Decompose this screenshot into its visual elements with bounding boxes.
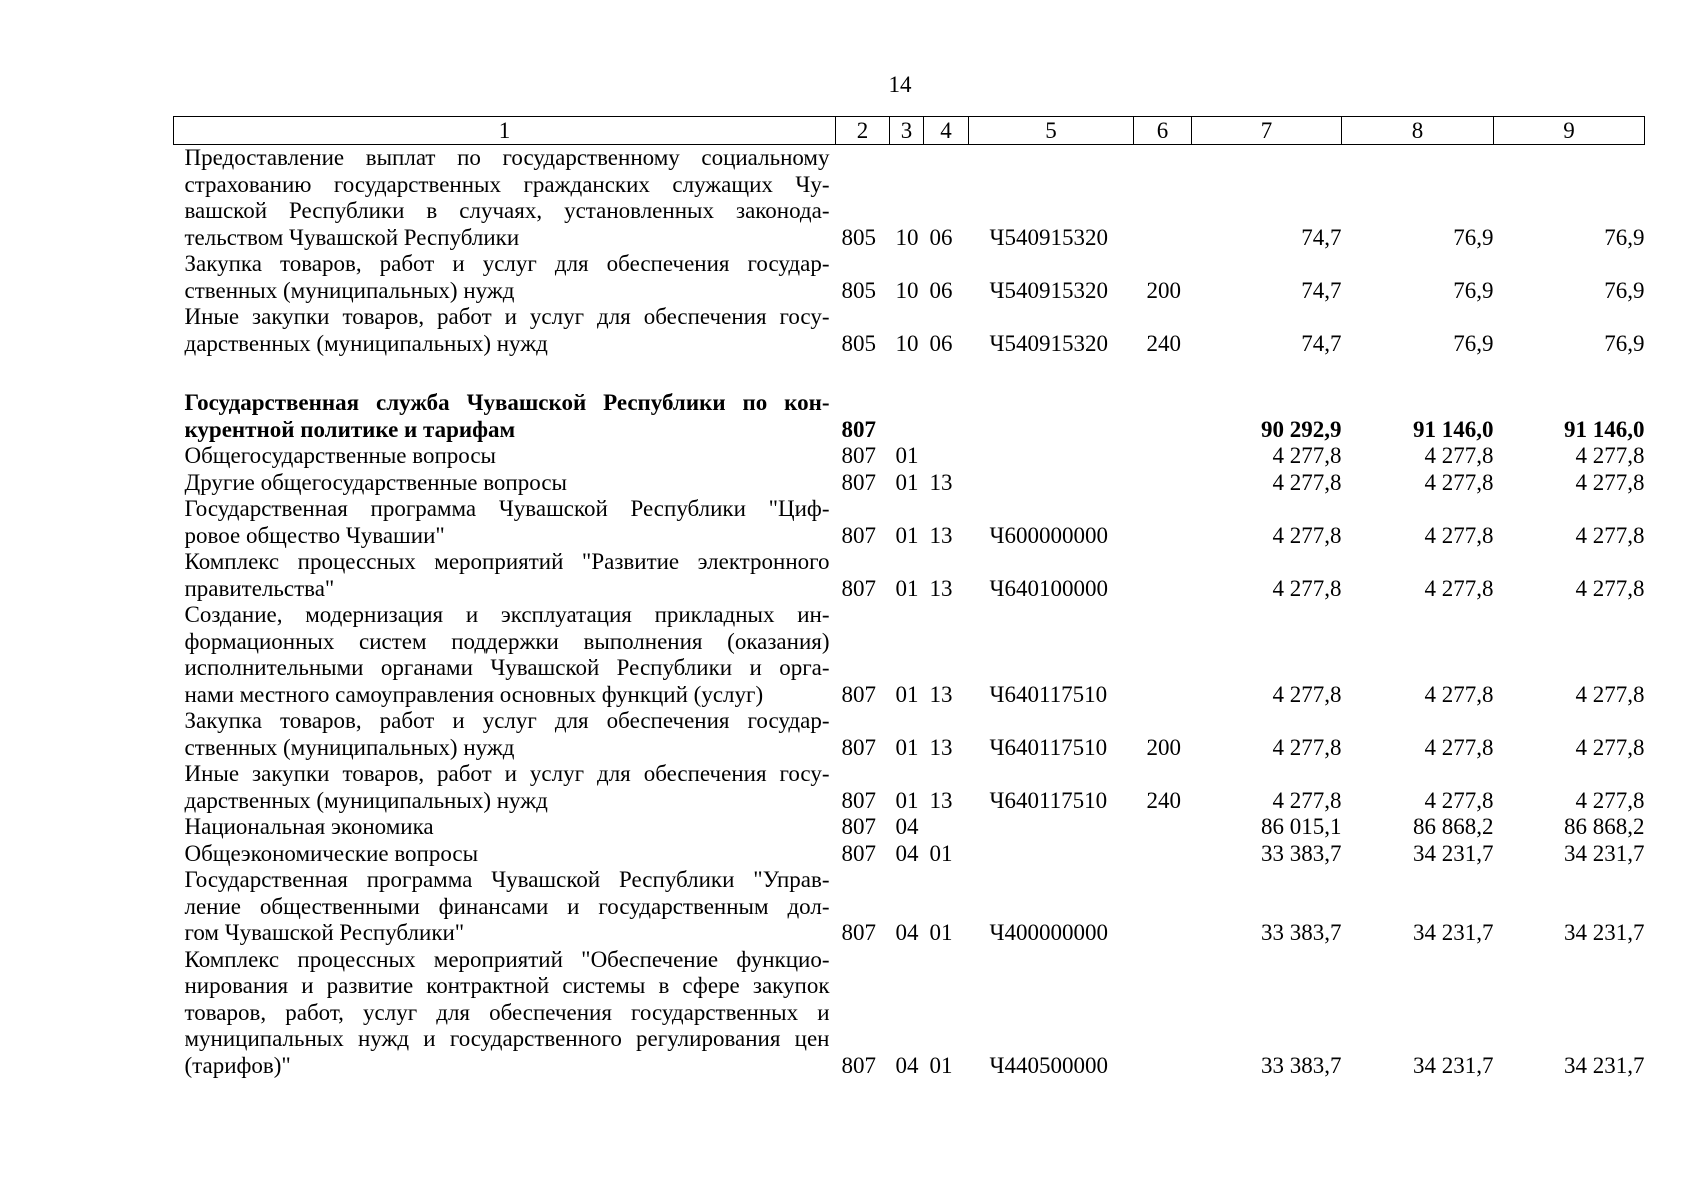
header-col-4: 4 xyxy=(924,117,969,145)
amount-col-8: 34 231,7 xyxy=(1413,840,1494,866)
description-line: правительства" xyxy=(184,575,335,601)
table-row xyxy=(174,390,1645,443)
table-row xyxy=(174,602,1645,708)
amount-col-7: 74,7 xyxy=(1301,277,1342,303)
amount-col-7: 4 277,8 xyxy=(1272,734,1342,760)
section-code: 01 xyxy=(895,575,919,601)
description-line: Государственная программа Чувашской Республики "Циф- xyxy=(184,496,830,521)
amount-col-9: 4 277,8 xyxy=(1575,734,1645,760)
description-line: Общеэкономические вопросы xyxy=(184,840,479,866)
amount-col-7: 86 015,1 xyxy=(1261,814,1342,839)
table-row xyxy=(174,867,1645,947)
description-line: ственных (муниципальных) нужд xyxy=(184,734,515,760)
target-article-code: Ч640117510 xyxy=(989,681,1108,707)
ministry-code: 807 xyxy=(841,1052,876,1078)
header-col-9: 9 xyxy=(1494,117,1645,145)
expense-type-code xyxy=(1134,390,1192,443)
description-line: Государственная служба Чувашской Республики по кон- xyxy=(184,390,830,415)
ministry-code: 807 xyxy=(841,575,876,601)
subsection-code: 13 xyxy=(929,575,953,601)
target-article-code: Ч640117510 xyxy=(989,734,1108,760)
amount-col-7: 74,7 xyxy=(1301,330,1342,356)
header-col-3: 3 xyxy=(890,117,924,145)
header-col-2: 2 xyxy=(836,117,890,145)
expense-type-code: 240 xyxy=(1146,330,1181,356)
target-article-code: Ч440500000 xyxy=(989,1052,1108,1078)
ministry-code: 807 xyxy=(841,416,876,442)
target-article-code xyxy=(969,814,1134,841)
header-col-8: 8 xyxy=(1342,117,1494,145)
expense-type-code: 240 xyxy=(1146,787,1181,813)
description-line: Общегосударственные вопросы xyxy=(184,443,496,468)
amount-col-7: 33 383,7 xyxy=(1261,920,1342,945)
expense-type-code xyxy=(1134,947,1192,1080)
expense-type-code xyxy=(1134,602,1192,708)
target-article-code: Ч600000000 xyxy=(989,522,1108,548)
target-article-code xyxy=(969,470,1134,497)
description-line: Создание, модернизация и эксплуатация прикладных ин- xyxy=(184,602,830,627)
description-line: ровое общество Чувашии" xyxy=(184,522,445,548)
ministry-code: 807 xyxy=(841,469,876,495)
amount-col-9: 76,9 xyxy=(1604,277,1645,303)
amount-col-9: 4 277,8 xyxy=(1575,787,1645,813)
description-line: страхованию государственных гражданских служащих Чу- xyxy=(184,171,830,197)
description-line: Комплекс процессных мероприятий "Развитие электронного xyxy=(184,549,830,574)
header-col-7: 7 xyxy=(1192,117,1342,145)
row-description xyxy=(174,390,836,443)
amount-col-7: 33 383,7 xyxy=(1261,840,1342,866)
section-code: 01 xyxy=(895,681,919,707)
row-description xyxy=(174,549,836,602)
target-article-code: Ч540915320 xyxy=(989,224,1108,250)
row-description xyxy=(174,708,836,761)
ministry-code: 805 xyxy=(841,277,876,303)
description-line: нами местного самоуправления основных функций (услуг) xyxy=(184,681,764,707)
amount-col-8: 4 277,8 xyxy=(1424,787,1494,813)
table-row xyxy=(174,251,1645,304)
ministry-code: 807 xyxy=(841,681,876,707)
target-article-code xyxy=(969,390,1134,443)
amount-col-9: 34 231,7 xyxy=(1564,1052,1645,1078)
table-row xyxy=(174,496,1645,549)
table-row xyxy=(174,814,1645,841)
description-line: дарственных (муниципальных) нужд xyxy=(184,787,548,813)
description-line: тельством Чувашской Республики xyxy=(184,224,520,250)
amount-col-8: 91 146,0 xyxy=(1413,416,1494,442)
amount-col-8: 4 277,8 xyxy=(1424,734,1494,760)
expense-type-code xyxy=(1134,145,1192,252)
amount-col-8: 76,9 xyxy=(1453,330,1494,356)
amount-col-9: 76,9 xyxy=(1604,224,1645,250)
amount-col-7: 74,7 xyxy=(1301,224,1342,250)
amount-col-7: 90 292,9 xyxy=(1261,416,1342,442)
subsection-code xyxy=(924,443,969,470)
amount-col-8: 4 277,8 xyxy=(1424,522,1494,548)
table-row xyxy=(174,549,1645,602)
table-row xyxy=(174,443,1645,470)
amount-col-8: 4 277,8 xyxy=(1424,681,1494,707)
section-code: 01 xyxy=(895,787,919,813)
description-line: Закупка товаров, работ и услуг для обеспечения государ- xyxy=(184,708,830,733)
row-description xyxy=(174,841,836,868)
amount-col-8: 86 868,2 xyxy=(1413,814,1494,839)
target-article-code: Ч640100000 xyxy=(989,575,1108,601)
description-line: ление общественными финансами и государственным дол- xyxy=(184,893,830,919)
section-code: 01 xyxy=(895,734,919,760)
description-line: (тарифов)" xyxy=(184,1052,291,1078)
description-line: Иные закупки товаров, работ и услуг для обеспечения госу- xyxy=(184,761,830,786)
row-description xyxy=(174,443,836,470)
description-line: Другие общегосударственные вопросы xyxy=(184,469,567,495)
description-line: Государственная программа Чувашской Республики "Управ- xyxy=(184,867,830,892)
section-code: 04 xyxy=(895,920,919,945)
section-code: 01 xyxy=(895,469,919,495)
ministry-code: 807 xyxy=(841,522,876,548)
expense-type-code: 200 xyxy=(1146,734,1181,760)
row-description xyxy=(174,867,836,947)
subsection-code: 06 xyxy=(929,277,953,303)
row-description xyxy=(174,304,836,357)
description-line: товаров, работ, услуг для обеспечения государственных и xyxy=(184,999,830,1025)
amount-col-9: 91 146,0 xyxy=(1564,416,1645,442)
amount-col-8: 76,9 xyxy=(1453,277,1494,303)
table-row xyxy=(174,470,1645,497)
amount-col-8: 4 277,8 xyxy=(1424,443,1494,468)
table-row xyxy=(174,304,1645,357)
target-article-code: Ч540915320 xyxy=(989,277,1108,303)
subsection-code: 01 xyxy=(929,920,953,945)
amount-col-8: 34 231,7 xyxy=(1413,920,1494,945)
description-line: нирования и развитие контрактной системы в сфере закупок xyxy=(184,973,830,998)
amount-col-7: 4 277,8 xyxy=(1272,575,1342,601)
expense-type-code xyxy=(1134,867,1192,947)
table-row xyxy=(174,761,1645,814)
amount-col-8: 4 277,8 xyxy=(1424,575,1494,601)
header-col-6: 6 xyxy=(1134,117,1192,145)
expense-type-code xyxy=(1134,549,1192,602)
description-line: гом Чувашской Республики" xyxy=(184,920,465,945)
amount-col-7: 4 277,8 xyxy=(1272,469,1342,495)
spacer-cell xyxy=(174,357,1645,390)
target-article-code xyxy=(969,443,1134,470)
amount-col-7: 33 383,7 xyxy=(1261,1052,1342,1078)
ministry-code: 807 xyxy=(841,814,876,839)
target-article-code xyxy=(969,841,1134,868)
expense-type-code xyxy=(1134,470,1192,497)
amount-col-9: 4 277,8 xyxy=(1575,469,1645,495)
subsection-code: 13 xyxy=(929,469,953,495)
section-code: 04 xyxy=(895,814,919,839)
description-line: Национальная экономика xyxy=(184,814,434,839)
subsection-code: 01 xyxy=(929,840,953,866)
section-code xyxy=(890,390,924,443)
budget-table xyxy=(173,116,1645,1079)
table-row xyxy=(174,947,1645,1080)
description-line: Предоставление выплат по государственному социальному xyxy=(184,145,830,170)
section-code: 10 xyxy=(895,330,919,356)
description-line: дарственных (муниципальных) нужд xyxy=(184,330,548,356)
description-line: курентной политике и тарифам xyxy=(184,416,516,442)
amount-col-8: 4 277,8 xyxy=(1424,469,1494,495)
amount-col-9: 76,9 xyxy=(1604,330,1645,356)
ministry-code: 807 xyxy=(841,443,876,468)
expense-type-code xyxy=(1134,814,1192,841)
description-line: Закупка товаров, работ и услуг для обеспечения государ- xyxy=(184,251,830,276)
row-description xyxy=(174,761,836,814)
row-description xyxy=(174,602,836,708)
row-description xyxy=(174,145,836,252)
amount-col-8: 34 231,7 xyxy=(1413,1052,1494,1078)
amount-col-9: 4 277,8 xyxy=(1575,575,1645,601)
subsection-code: 01 xyxy=(929,1052,953,1078)
description-line: формационных систем поддержки выполнения (оказания) xyxy=(184,628,830,654)
section-code: 01 xyxy=(895,522,919,548)
section-code: 10 xyxy=(895,277,919,303)
table-row xyxy=(174,145,1645,252)
subsection-code: 13 xyxy=(929,681,953,707)
row-description xyxy=(174,814,836,841)
row-description xyxy=(174,947,836,1080)
table-row xyxy=(174,841,1645,868)
subsection-code: 13 xyxy=(929,787,953,813)
ministry-code: 807 xyxy=(841,787,876,813)
amount-col-7: 4 277,8 xyxy=(1272,443,1342,468)
amount-col-7: 4 277,8 xyxy=(1272,681,1342,707)
ministry-code: 805 xyxy=(841,330,876,356)
header-col-5: 5 xyxy=(969,117,1134,145)
subsection-code: 13 xyxy=(929,734,953,760)
expense-type-code xyxy=(1134,443,1192,470)
target-article-code: Ч400000000 xyxy=(989,920,1108,945)
row-description xyxy=(174,496,836,549)
subsection-code: 06 xyxy=(929,330,953,356)
spacer-row xyxy=(174,357,1645,390)
table-row xyxy=(174,708,1645,761)
description-line: ственных (муниципальных) нужд xyxy=(184,277,515,303)
amount-col-9: 4 277,8 xyxy=(1575,681,1645,707)
subsection-code xyxy=(924,390,969,443)
section-code: 04 xyxy=(895,1052,919,1078)
amount-col-7: 4 277,8 xyxy=(1272,522,1342,548)
section-code: 01 xyxy=(895,443,919,468)
description-line: Комплекс процессных мероприятий "Обеспечение функцио- xyxy=(184,946,830,972)
amount-col-8: 76,9 xyxy=(1453,224,1494,250)
expense-type-code: 200 xyxy=(1146,277,1181,303)
row-description xyxy=(174,251,836,304)
table-body xyxy=(174,145,1645,1080)
expense-type-code xyxy=(1134,496,1192,549)
subsection-code xyxy=(924,814,969,841)
table-header xyxy=(174,117,1645,145)
section-code: 10 xyxy=(895,224,919,250)
amount-col-9: 86 868,2 xyxy=(1564,814,1645,839)
header-row xyxy=(174,117,1645,145)
subsection-code: 13 xyxy=(929,522,953,548)
expense-type-code xyxy=(1134,841,1192,868)
row-description xyxy=(174,470,836,497)
ministry-code: 805 xyxy=(841,224,876,250)
target-article-code: Ч540915320 xyxy=(989,330,1108,356)
section-code: 04 xyxy=(895,840,919,866)
ministry-code: 807 xyxy=(841,840,876,866)
header-col-1: 1 xyxy=(174,117,836,145)
page-number: 14 xyxy=(888,72,912,97)
amount-col-9: 4 277,8 xyxy=(1575,443,1645,468)
description-line: муниципальных нужд и государственного регулирования цен xyxy=(184,1026,830,1051)
amount-col-9: 34 231,7 xyxy=(1564,920,1645,945)
amount-col-9: 4 277,8 xyxy=(1575,522,1645,548)
amount-col-9: 34 231,7 xyxy=(1564,840,1645,866)
target-article-code: Ч640117510 xyxy=(989,787,1108,813)
subsection-code: 06 xyxy=(929,224,953,250)
description-line: Иные закупки товаров, работ и услуг для обеспечения госу- xyxy=(184,304,830,329)
amount-col-7: 4 277,8 xyxy=(1272,787,1342,813)
description-line: вашской Республики в случаях, установленных законода- xyxy=(184,198,830,223)
ministry-code: 807 xyxy=(841,734,876,760)
description-line: исполнительными органами Чувашской Республики и орга- xyxy=(184,655,830,680)
ministry-code: 807 xyxy=(841,920,876,945)
